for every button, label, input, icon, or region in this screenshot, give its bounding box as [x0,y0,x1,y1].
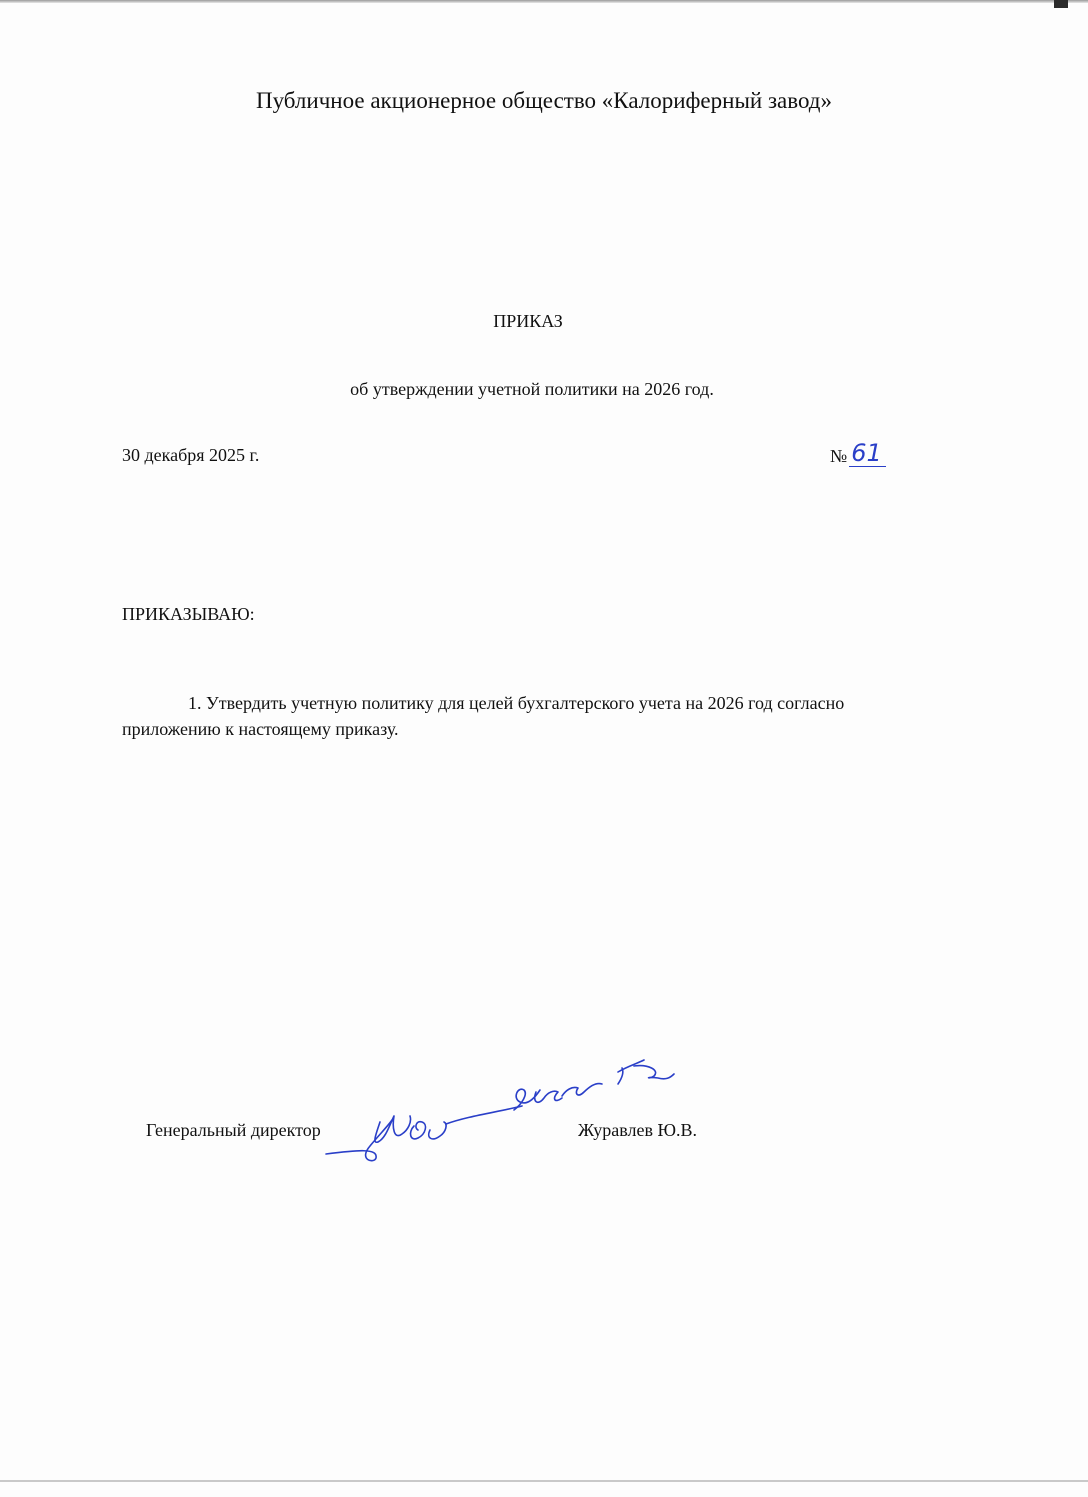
signer-name: Журавлев Ю.В. [578,1120,697,1140]
scan-edge-bottom [0,1480,1088,1482]
handwritten-signature [318,1050,698,1170]
order-word: ПРИКАЗЫВАЮ: [122,604,255,624]
document-title: ПРИКАЗ [493,311,563,331]
handwritten-number: 61 [849,440,886,467]
organization-name: Публичное акционерное общество «Калориферный завод» [255,88,832,113]
scan-corner-mark [1054,0,1068,8]
document-number [830,440,886,467]
order-item-1: 1. Утвердить учетную политику для целей бухгалтерского учета на 2026 год согласно приложению к настоящему приказу. [122,693,845,739]
document-subject: об утверждении учетной политики на 2026 год. [350,379,714,399]
signer-position: Генеральный директор [146,1120,321,1140]
number-label: № [830,446,848,466]
document-date: 30 декабря 2025 г. [122,445,260,465]
scan-edge-top [0,0,1088,3]
